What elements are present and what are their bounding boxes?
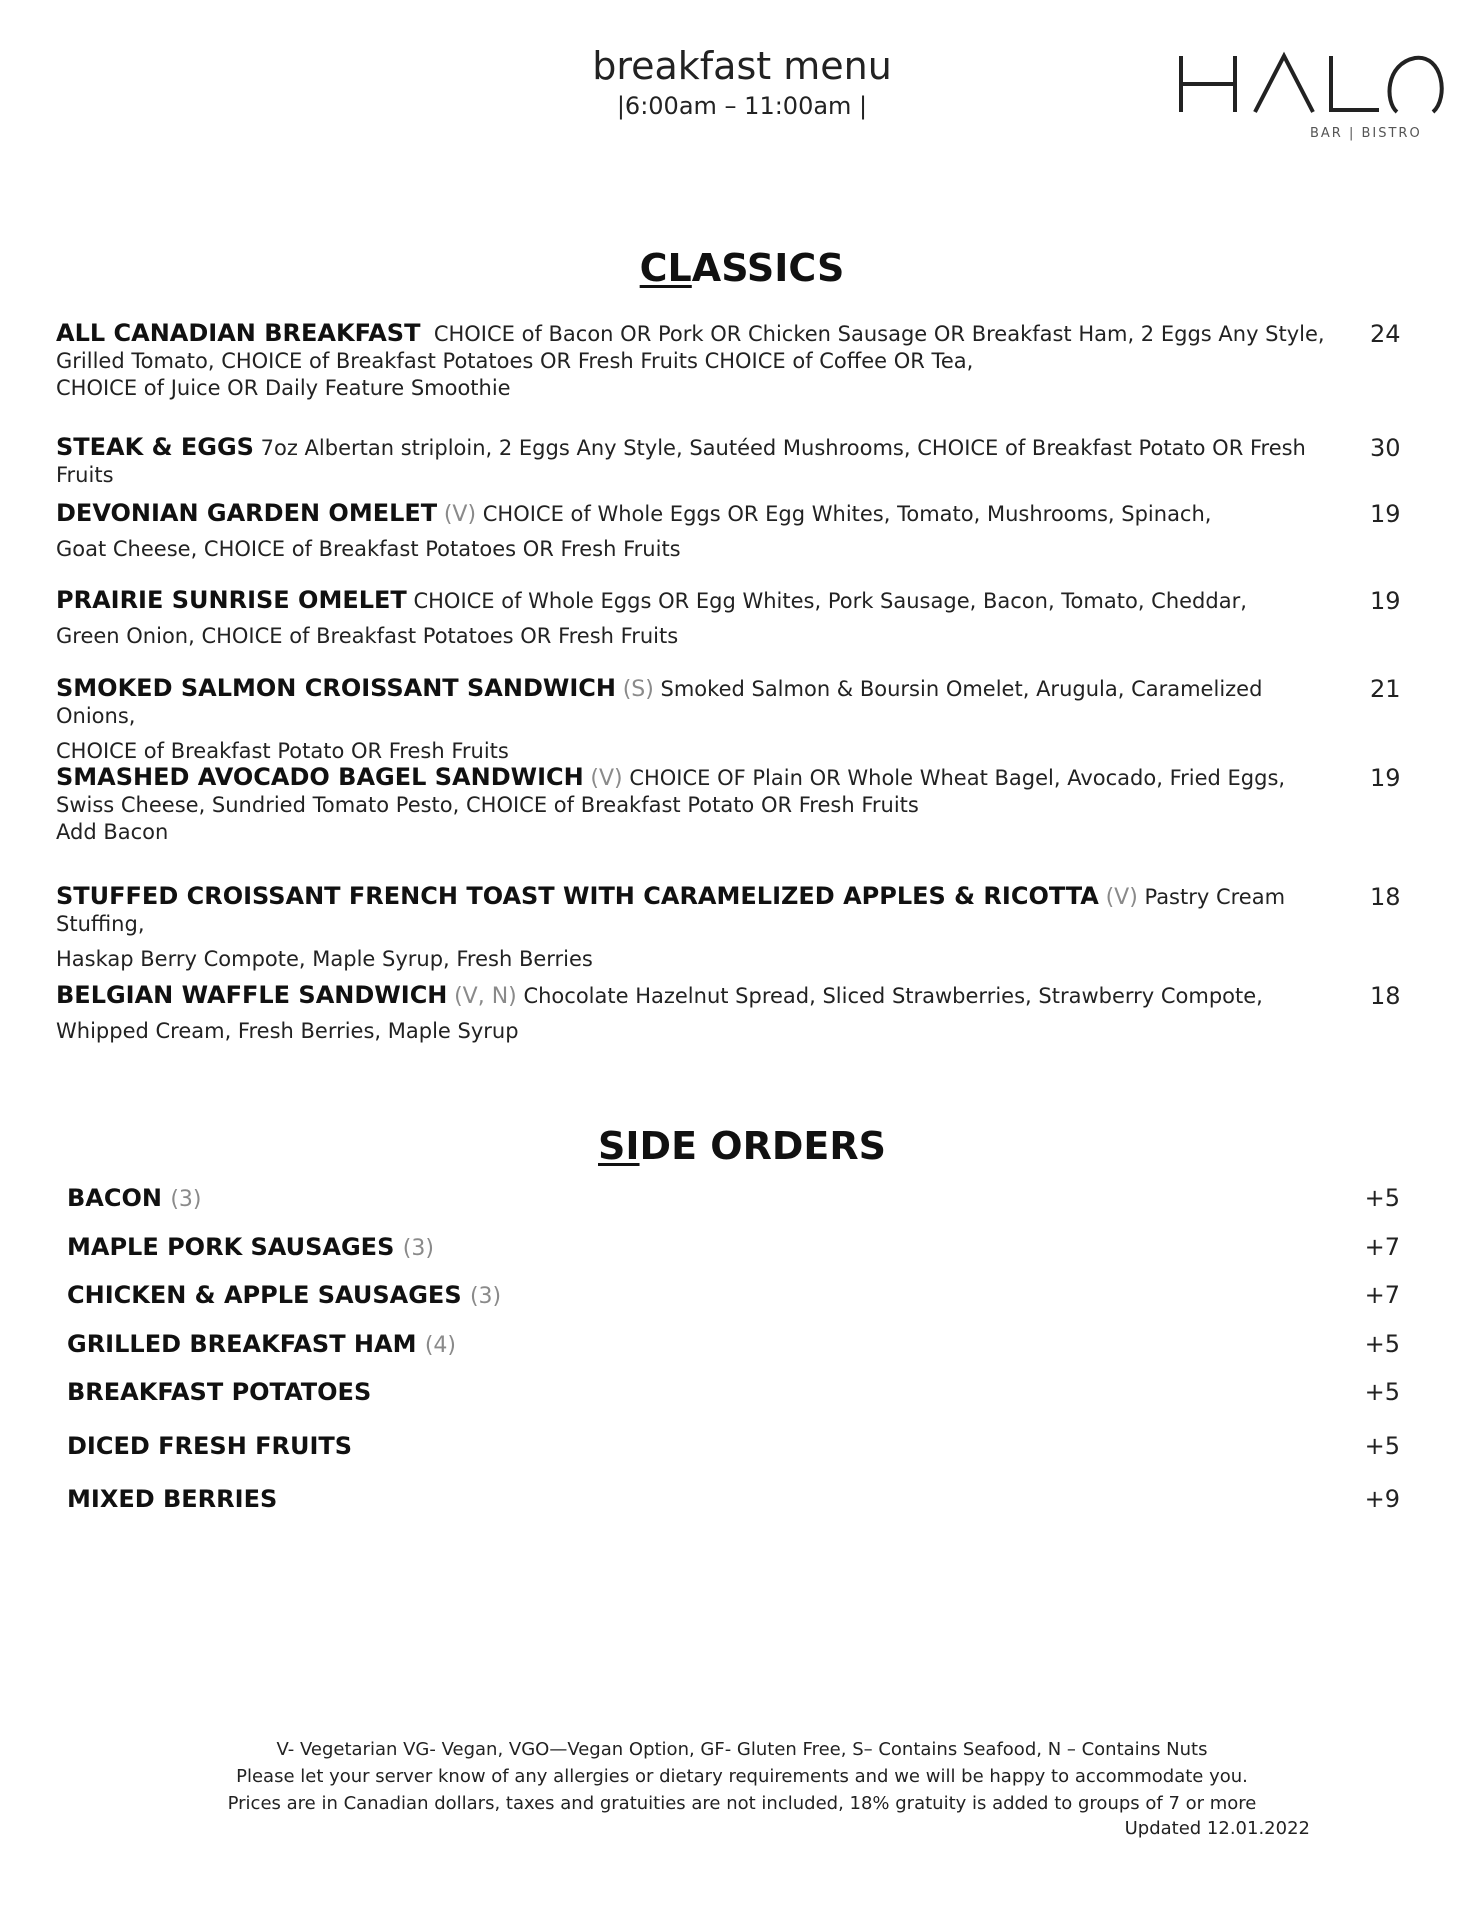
item-diet-tag: (V) — [1105, 885, 1138, 910]
item-diet-tag: (V, N) — [454, 984, 517, 1009]
side-item-price: +7 — [1364, 1281, 1400, 1309]
side-item-count: (3) — [402, 1236, 434, 1261]
menu-item — [56, 883, 1336, 973]
item-diet-tag: (V) — [443, 502, 477, 527]
classics-heading-underlined: CL — [639, 246, 692, 290]
footer-updated-date: Updated 12.01.2022 — [1124, 1818, 1310, 1839]
side-item-name: BACON — [67, 1184, 162, 1212]
side-item — [67, 1378, 371, 1406]
side-item — [67, 1432, 352, 1460]
item-price: 30 — [1370, 434, 1401, 462]
menu-item — [56, 320, 1336, 402]
item-description: CHOICE of Whole Eggs OR Egg Whites, Tomato, Mushrooms, Spinach, — [482, 502, 1212, 526]
side-item — [67, 1184, 202, 1212]
item-diet-tag: (V) — [590, 766, 623, 791]
item-description-line3: CHOICE of Juice OR Daily Feature Smoothie — [56, 376, 511, 400]
item-price: 24 — [1370, 320, 1401, 348]
side-item — [67, 1233, 434, 1261]
item-description-line2: Green Onion, CHOICE of Breakfast Potatoes OR Fresh Fruits — [56, 624, 679, 648]
side-item-count: (3) — [170, 1187, 202, 1212]
item-name: STEAK & EGGS — [56, 433, 254, 461]
item-description: 7oz Albertan striploin, 2 Eggs Any Style, Sautéed Mushrooms, CHOICE of Breakfast Potato OR Fresh Fruits — [56, 436, 1306, 487]
side-orders-heading-rest: DE ORDERS — [639, 1124, 886, 1168]
item-description-line2: CHOICE of Breakfast Potato OR Fresh Fruits — [56, 739, 509, 763]
side-item — [67, 1281, 501, 1309]
footer-allergy-note: Please let your server know of any allergies or dietary requirements and we will be happy to accommodate you. — [236, 1766, 1248, 1787]
side-item-count: (3) — [469, 1284, 502, 1309]
footer-price-note: Prices are in Canadian dollars, taxes and gratuities are not included, 18% gratuity is added to groups of 7 or more — [227, 1793, 1257, 1814]
item-name: SMOKED SALMON CROISSANT SANDWICH — [56, 674, 616, 702]
menu-title: breakfast menu — [592, 44, 892, 88]
item-description: CHOICE of Whole Eggs OR Egg Whites, Pork Sausage, Bacon, Tomato, Cheddar, — [413, 589, 1247, 613]
item-description: CHOICE of Bacon OR Pork OR Chicken Sausage OR Breakfast Ham, 2 Eggs Any Style, — [433, 322, 1325, 346]
side-item — [67, 1485, 277, 1513]
menu-item — [56, 982, 1336, 1045]
side-item-name: CHICKEN & APPLE SAUSAGES — [67, 1281, 462, 1309]
item-description-line2: Haskap Berry Compote, Maple Syrup, Fresh Berries — [56, 947, 593, 971]
item-description: Chocolate Hazelnut Spread, Sliced Strawberries, Strawberry Compote, — [523, 984, 1263, 1008]
menu-item — [56, 675, 1336, 765]
footer-legend: V- Vegetarian VG- Vegan, VGO—Vegan Option, GF- Gluten Free, S– Contains Seafood, N – Contains Nuts — [276, 1739, 1208, 1760]
item-name: SMASHED AVOCADO BAGEL SANDWICH — [56, 763, 584, 791]
side-item-price: +5 — [1364, 1330, 1400, 1358]
item-diet-tag: (S) — [622, 677, 654, 702]
side-item — [67, 1330, 456, 1358]
menu-item — [56, 587, 1336, 650]
item-name: DEVONIAN GARDEN OMELET — [56, 499, 438, 527]
item-price: 18 — [1370, 883, 1401, 911]
side-item-price: +7 — [1364, 1233, 1400, 1261]
item-name: BELGIAN WAFFLE SANDWICH — [56, 981, 448, 1009]
side-item-name: BREAKFAST POTATOES — [67, 1378, 372, 1406]
classics-heading — [0, 246, 1484, 290]
item-price: 21 — [1370, 675, 1401, 703]
item-price: 19 — [1370, 764, 1401, 792]
item-description-line2: Whipped Cream, Fresh Berries, Maple Syrup — [56, 1019, 519, 1043]
menu-item — [56, 434, 1336, 489]
item-description: Pastry Cream Stuffing, — [56, 885, 1286, 936]
item-price: 19 — [1370, 587, 1401, 615]
logo-subtitle: BAR | BISTRO — [1310, 126, 1422, 141]
side-item-price: +9 — [1364, 1485, 1400, 1513]
side-orders-heading — [0, 1124, 1484, 1168]
side-item-name: DICED FRESH FRUITS — [67, 1432, 353, 1460]
item-description-line2: Goat Cheese, CHOICE of Breakfast Potatoes OR Fresh Fruits — [56, 537, 681, 561]
item-description-line3: Add Bacon — [56, 820, 169, 844]
side-item-name: MAPLE PORK SAUSAGES — [67, 1233, 395, 1261]
menu-hours: |6:00am – 11:00am | — [616, 92, 868, 120]
side-item-name: GRILLED BREAKFAST HAM — [67, 1330, 417, 1358]
item-description-line2: Swiss Cheese, Sundried Tomato Pesto, CHOICE of Breakfast Potato OR Fresh Fruits — [56, 793, 919, 817]
menu-item — [56, 500, 1336, 563]
side-orders-heading-underlined: SI — [598, 1124, 640, 1168]
side-item-price: +5 — [1364, 1184, 1400, 1212]
side-item-price: +5 — [1364, 1432, 1400, 1460]
item-description: Smoked Salmon & Boursin Omelet, Arugula, Caramelized Onions, — [56, 677, 1263, 728]
menu-item — [56, 764, 1336, 846]
item-description-line2: Grilled Tomato, CHOICE of Breakfast Potatoes OR Fresh Fruits CHOICE of Coffee OR Tea, — [56, 349, 974, 373]
item-name: PRAIRIE SUNRISE OMELET — [56, 586, 407, 614]
item-name: STUFFED CROISSANT FRENCH TOAST WITH CARAMELIZED APPLES & RICOTTA — [56, 882, 1099, 910]
item-price: 19 — [1370, 500, 1401, 528]
side-item-count: (4) — [424, 1333, 457, 1358]
item-name: ALL CANADIAN BREAKFAST — [56, 319, 421, 347]
item-description: CHOICE OF Plain OR Whole Wheat Bagel, Avocado, Fried Eggs, — [629, 766, 1286, 790]
side-item-name: MIXED BERRIES — [67, 1485, 278, 1513]
classics-heading-rest: ASSICS — [691, 246, 845, 290]
side-item-price: +5 — [1364, 1378, 1400, 1406]
item-price: 18 — [1370, 982, 1401, 1010]
